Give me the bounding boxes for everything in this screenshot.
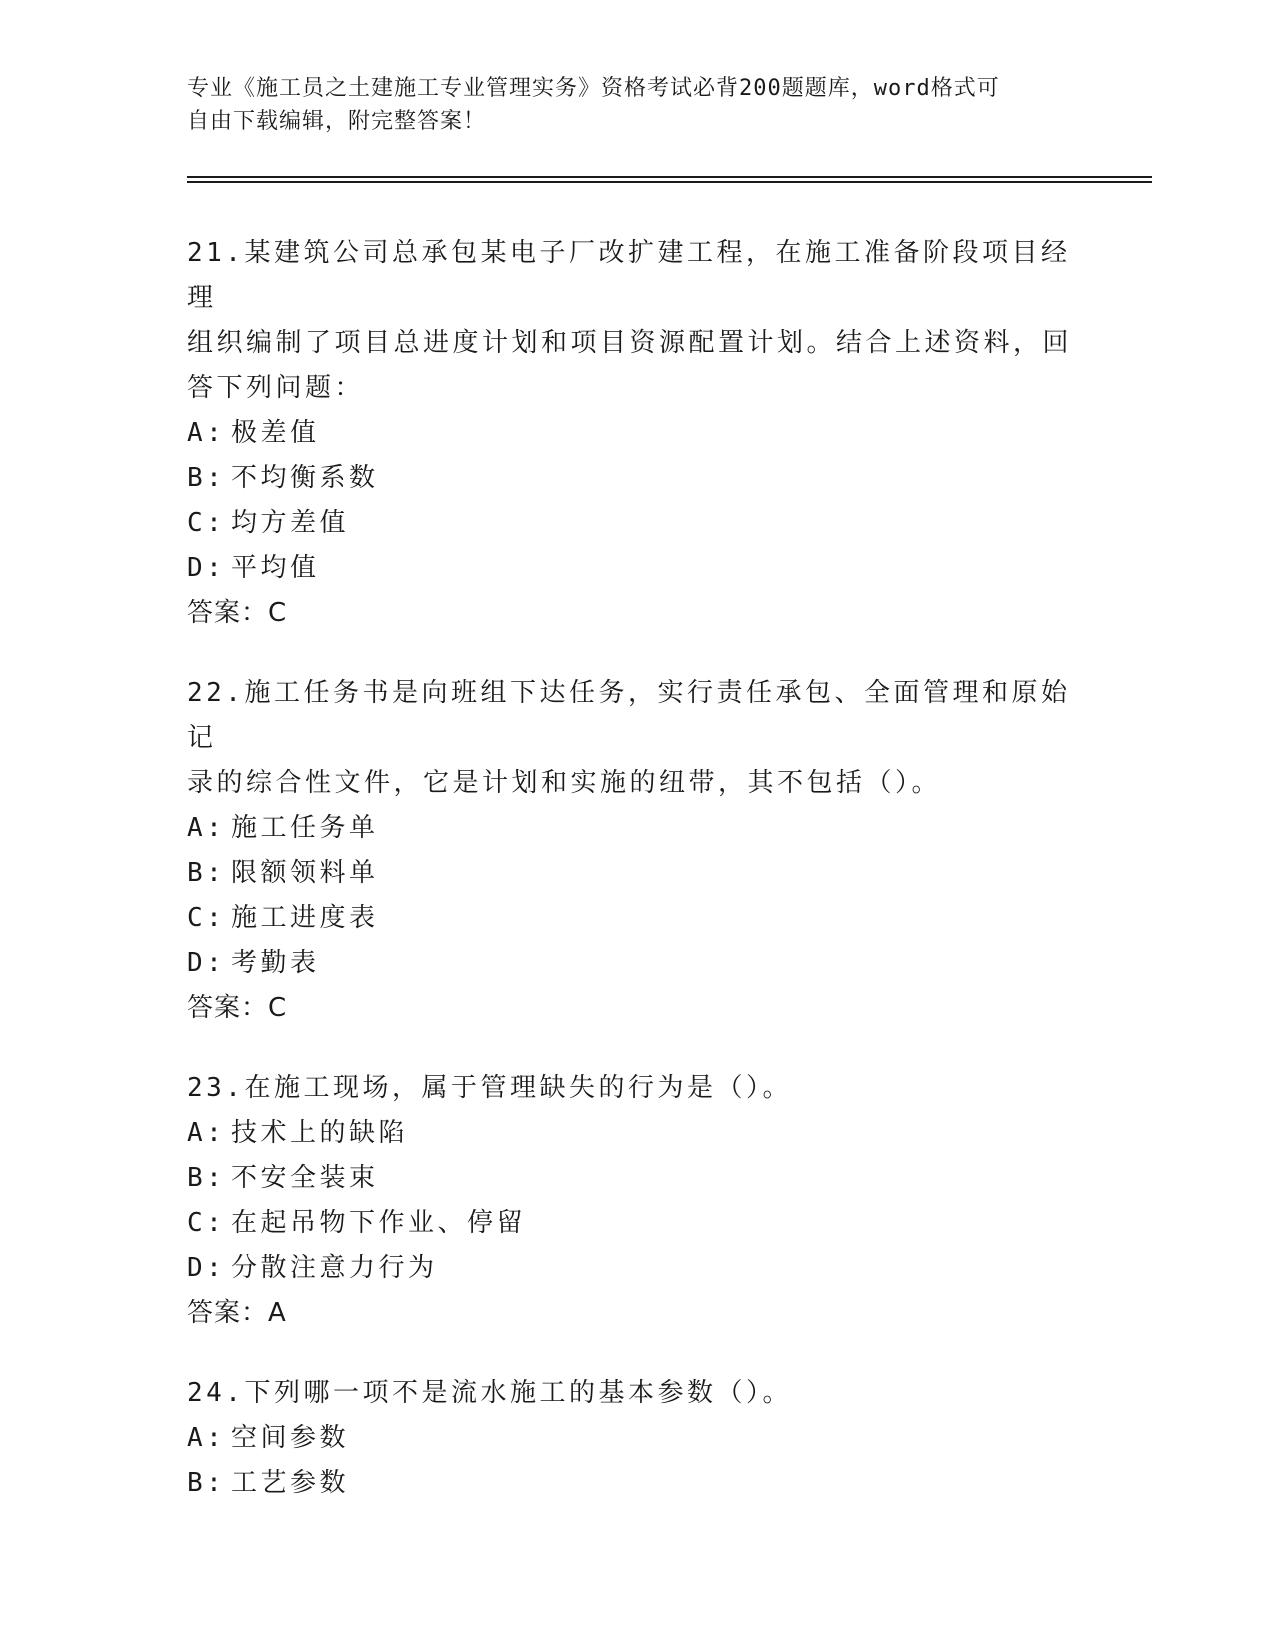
- option-key: A:: [187, 418, 226, 448]
- option-b: [187, 851, 1087, 896]
- option-key: C:: [187, 508, 226, 538]
- option-d: [187, 1246, 1087, 1291]
- option-key: A:: [187, 813, 226, 843]
- option-text: 在起吊物下作业、停留: [231, 1208, 527, 1238]
- question-23: [187, 1066, 1087, 1336]
- option-c: [187, 501, 1087, 546]
- question-24: [187, 1371, 1087, 1506]
- option-key: A:: [187, 1423, 226, 1453]
- question-22: [187, 671, 1087, 1031]
- header-line-2: 自由下载编辑，附完整答案！: [187, 109, 487, 134]
- option-text: 平均值: [231, 553, 320, 583]
- option-text: 不均衡系数: [231, 463, 379, 493]
- option-key: B:: [187, 1468, 226, 1498]
- option-key: C:: [187, 1208, 226, 1238]
- header-line-1: 专业《施工员之土建施工专业管理实务》资格考试必背200题题库，word格式可: [187, 76, 1000, 101]
- document-header: [187, 72, 1067, 138]
- question-stem-line: 录的综合性文件，它是计划和实施的纽带，其不包括（）。: [187, 768, 942, 798]
- question-stem-line: 组织编制了项目总进度计划和项目资源配置计划。结合上述资料，回: [187, 328, 1073, 358]
- option-b: [187, 1461, 1087, 1506]
- option-b: [187, 456, 1087, 501]
- header-divider-top: [187, 176, 1152, 178]
- option-key: A:: [187, 1118, 226, 1148]
- option-text: 不安全装束: [231, 1163, 379, 1193]
- option-key: D:: [187, 948, 226, 978]
- question-stem-line: 23.在施工现场，属于管理缺失的行为是（）。: [187, 1073, 792, 1103]
- option-text: 考勤表: [231, 948, 320, 978]
- option-a: [187, 1111, 1087, 1156]
- answer-line: 答案：A: [187, 1298, 287, 1328]
- option-text: 限额领料单: [231, 858, 379, 888]
- answer-line: 答案：C: [187, 598, 288, 628]
- option-key: D:: [187, 553, 226, 583]
- question-21: [187, 231, 1087, 636]
- option-d: [187, 546, 1087, 591]
- option-key: D:: [187, 1253, 226, 1283]
- option-a: [187, 411, 1087, 456]
- question-list: [187, 231, 1087, 1541]
- question-stem-line: 24.下列哪一项不是流水施工的基本参数（）。: [187, 1378, 792, 1408]
- question-stem-line: 22.施工任务书是向班组下达任务，实行责任承包、全面管理和原始记: [187, 678, 1071, 753]
- option-key: B:: [187, 858, 226, 888]
- option-text: 极差值: [231, 418, 320, 448]
- option-c: [187, 1201, 1087, 1246]
- option-b: [187, 1156, 1087, 1201]
- option-text: 施工进度表: [231, 903, 379, 933]
- option-text: 分散注意力行为: [231, 1253, 438, 1283]
- option-text: 均方差值: [231, 508, 350, 538]
- option-text: 工艺参数: [231, 1468, 350, 1498]
- header-divider-bottom: [187, 181, 1152, 183]
- option-d: [187, 941, 1087, 986]
- answer-line: 答案：C: [187, 993, 288, 1023]
- option-a: [187, 806, 1087, 851]
- option-text: 空间参数: [231, 1423, 350, 1453]
- question-stem-line: 21.某建筑公司总承包某电子厂改扩建工程，在施工准备阶段项目经理: [187, 238, 1071, 313]
- option-key: C:: [187, 903, 226, 933]
- option-a: [187, 1416, 1087, 1461]
- option-c: [187, 896, 1087, 941]
- question-stem-line: 答下列问题：: [187, 373, 365, 403]
- option-key: B:: [187, 463, 226, 493]
- option-text: 技术上的缺陷: [231, 1118, 409, 1148]
- option-text: 施工任务单: [231, 813, 379, 843]
- option-key: B:: [187, 1163, 226, 1193]
